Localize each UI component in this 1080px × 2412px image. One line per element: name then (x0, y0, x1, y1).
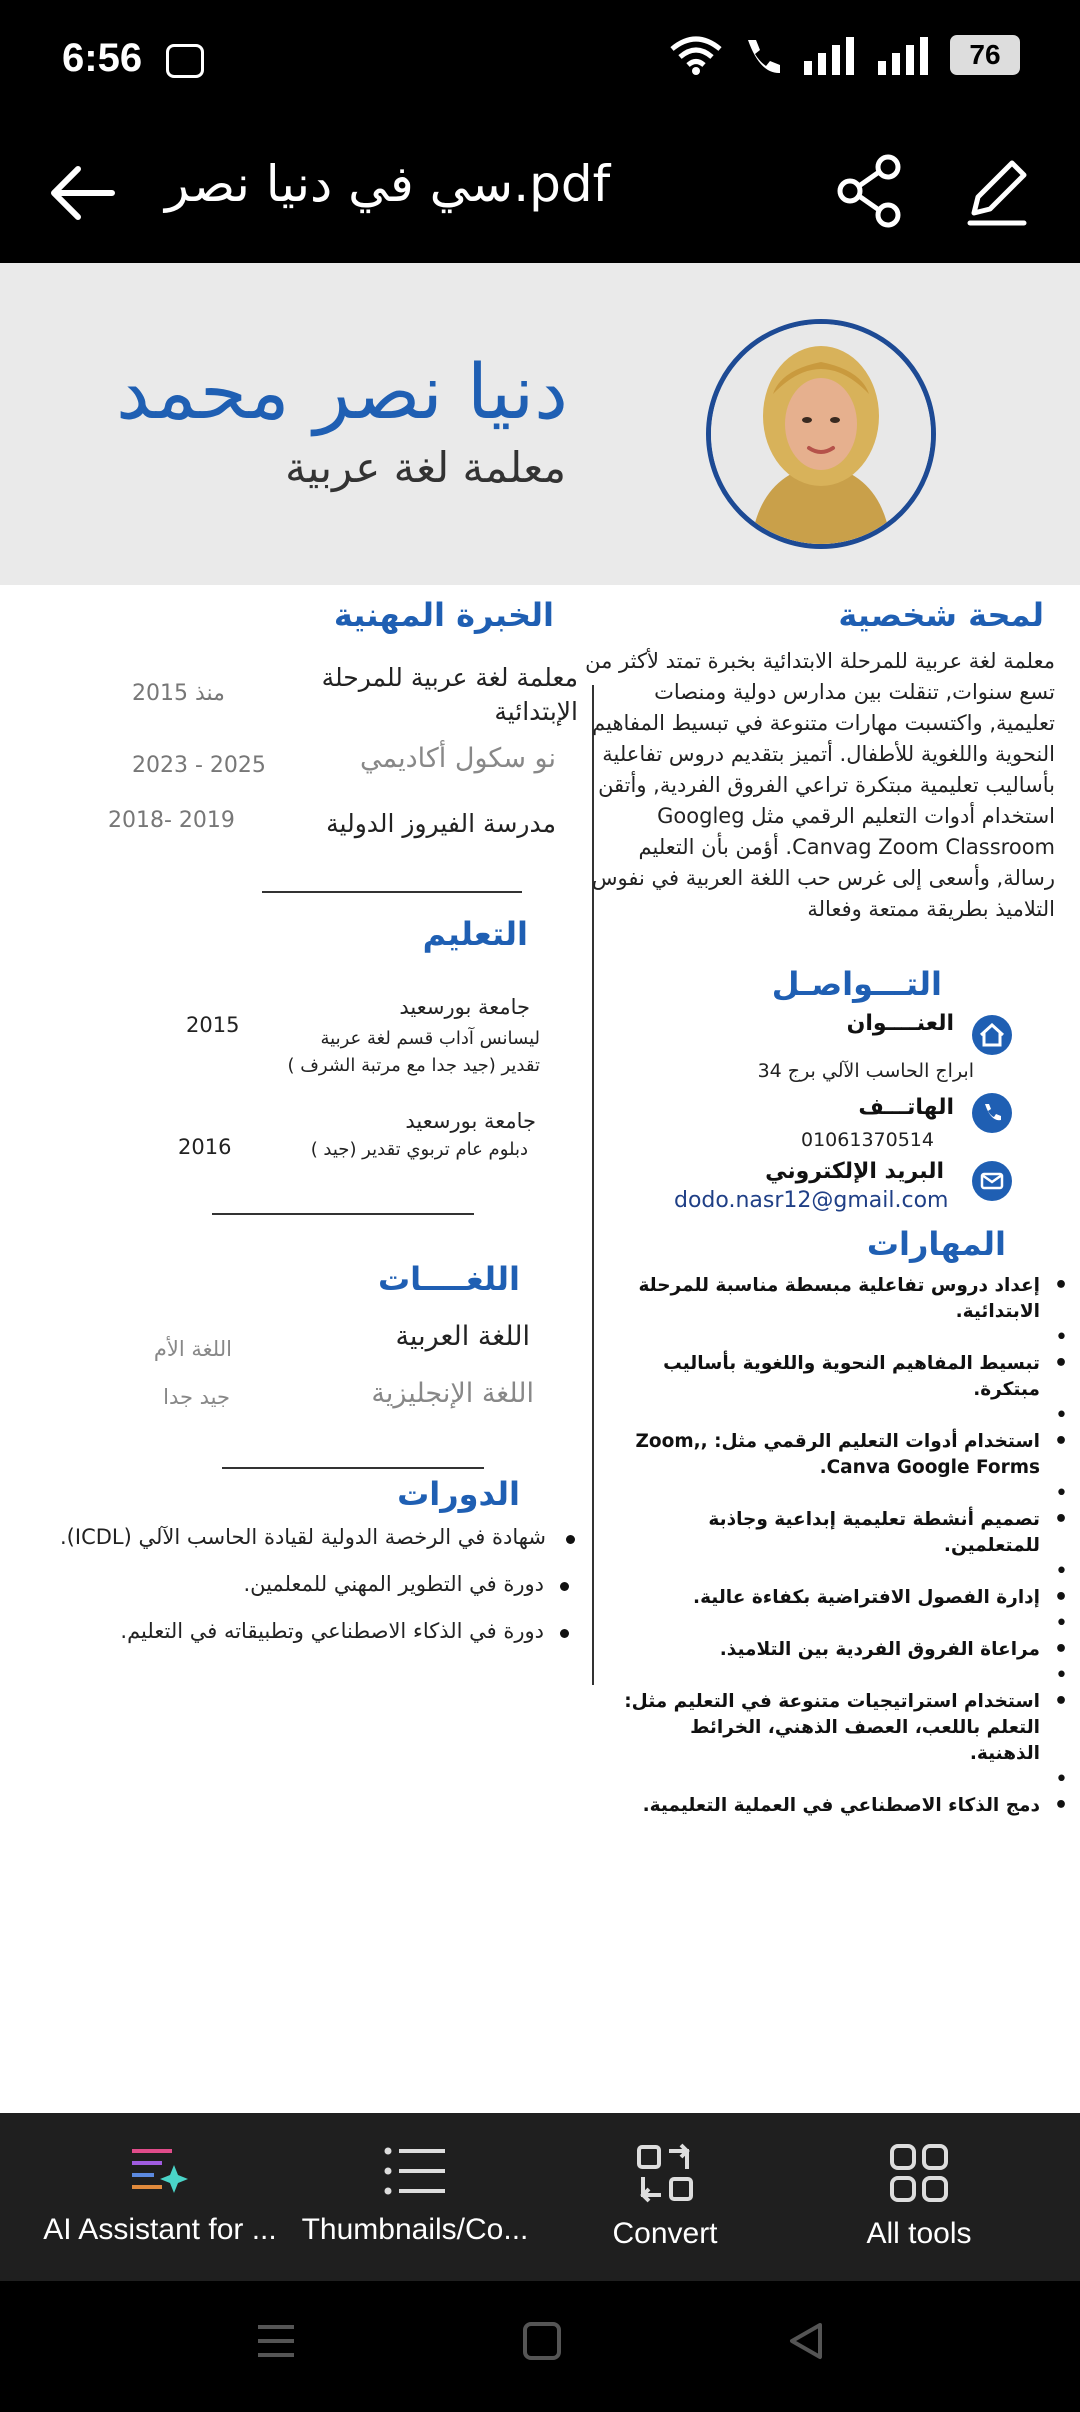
course-item-3: دورة في الذكاء الاصطناعي وتطبيقاته في التعليم. (120, 1619, 544, 1643)
about-heading: لمحة شخصية (838, 596, 1044, 634)
skill-spacer (615, 1663, 1070, 1689)
cv-job-title: معلمة لغة عربية (285, 443, 566, 492)
phone-value: 01061370514 (801, 1129, 934, 1151)
about-text: معلمة لغة عربية للمرحلة الابتدائية بخبرة تمتد لأكثر من تسع سنوات, تنقلت بين مدارس دولية ومنصات تعليمية, واكتسبت مهارات متنوعة في تبسيط المفاهيم النحوية واللغوية للأطفال. أتميز بتقديم دروس تفاعلية بأساليب تعليمية مبتكرة تراعي الفروق الفردية, وأتقن استخدام أدوات التعليم الرقمي مثل Googleg Canvag Zoom Classroom. أؤمن بأن التعليم رسالة, وأسعى إلى غرس حب اللغة العربية في نفوس التلاميذ بطريقة ممتعة وفعالة (585, 649, 1055, 921)
grid-icon (889, 2143, 949, 2203)
phone-icon (972, 1093, 1012, 1133)
course-item-1: شهادة في الرخصة الدولية لقيادة الحاسب الآلي (ICDL). (60, 1525, 546, 1549)
bottom-toolbar (0, 2113, 1080, 2281)
education-school-2: جامعة بورسعيد (405, 1109, 536, 1133)
skill-item-4: • تصميم أنشطة تعليمية إبداعية وجاذبة للمتعلمين. (615, 1507, 1070, 1559)
share-icon[interactable] (836, 153, 904, 229)
email-icon (972, 1161, 1012, 1201)
status-time: 6:56 (62, 36, 143, 80)
address-value: ابراج الحاسب الآلي برج 34 (757, 1060, 974, 1082)
pdf-page[interactable] (0, 263, 1080, 2113)
home-icon (972, 1015, 1012, 1055)
skill-item-2: • تبسيط المفاهيم النحوية واللغوية بأساليب مبتكرة. (615, 1351, 1070, 1403)
language-level-1: اللغة الأم (153, 1337, 232, 1361)
education-year-2: 2016 (178, 1135, 232, 1159)
experience-heading: الخبرة المهنية (333, 596, 554, 634)
skill-item-7: • استخدام استراتيجيات متنوعة في التعليم مثل: التعلم باللعب، العصف الذهني، الخرائط الذهنية. (615, 1689, 1070, 1767)
signal-icon (802, 35, 860, 75)
ai-assistant-button[interactable] (30, 2113, 290, 2281)
signal-icon-2 (876, 35, 934, 75)
education-year-1: 2015 (186, 1013, 240, 1037)
skill-item-1: • إعداد دروس تفاعلية مبسطة مناسبة للمرحلة الابتدائية. (615, 1273, 1070, 1325)
edit-pencil-icon[interactable] (962, 153, 1032, 229)
language-name-1: اللغة العربية (395, 1321, 530, 1352)
back-arrow-icon[interactable] (46, 155, 122, 231)
language-level-2: جيد جدا (163, 1385, 230, 1409)
course-bullet (560, 1582, 569, 1591)
skill-spacer (615, 1559, 1070, 1585)
course-item-2: دورة في التطوير المهني للمعلمين. (243, 1572, 544, 1596)
profile-photo (706, 319, 936, 549)
convert-icon (635, 2143, 695, 2203)
education-school-1: جامعة بورسعيد (399, 995, 530, 1019)
status-bar (0, 0, 1080, 125)
battery-indicator: 76 (950, 35, 1020, 75)
experience-role-2: نو سكول أكاديمي (360, 743, 556, 774)
home-nav-icon[interactable] (522, 2321, 562, 2361)
education-divider (212, 1213, 474, 1215)
convert-label: Convert (612, 2217, 718, 2250)
experience-date-2: 2023 - 2025 (132, 753, 266, 778)
back-nav-icon[interactable] (786, 2321, 826, 2361)
languages-heading: اللغــــات (377, 1260, 520, 1298)
experience-role-3: مدرسة الفيروز الدولية (326, 809, 556, 838)
skill-spacer (615, 1611, 1070, 1637)
wifi-icon (668, 35, 724, 75)
course-bullet (560, 1629, 569, 1638)
courses-heading: الدورات (397, 1475, 520, 1513)
education-heading: التعليم (422, 915, 528, 953)
cv-header (0, 263, 1080, 585)
all-tools-button[interactable] (812, 2113, 1026, 2281)
skill-item-5: • إدارة الفصول الافتراضية بكفاءة عالية. (615, 1585, 1070, 1611)
skills-list (615, 1273, 1070, 1819)
document-title: سي في دنيا نصر.pdf (165, 155, 611, 213)
email-value[interactable]: dodo.nasr12@gmail.com (674, 1188, 949, 1213)
language-name-2: اللغة الإنجليزية (371, 1378, 534, 1409)
recent-apps-icon[interactable] (256, 2321, 296, 2361)
experience-date-1: منذ 2015 (132, 681, 225, 706)
experience-role-1: معلمة لغة عربية للمرحلة الإبتدائية (321, 663, 578, 726)
messenger-notification-icon (166, 44, 204, 78)
phone-label: الهاتـــف (858, 1095, 954, 1120)
experience-date-3: 2018- 2019 (108, 808, 235, 833)
app-bar (0, 125, 1080, 263)
education-degree-2: دبلوم عام تربوي تقدير (جيد ) (310, 1139, 528, 1160)
ai-assistant-label: AI Assistant for ... (43, 2213, 277, 2246)
skill-spacer (615, 1325, 1070, 1351)
experience-divider (262, 891, 522, 893)
skill-item-6: • مراعاة الفروق الفردية بين التلاميذ. (615, 1637, 1070, 1663)
ai-sparkle-icon (130, 2143, 190, 2199)
profile-portrait-image (711, 324, 931, 544)
skills-heading: المهارات (866, 1225, 1006, 1263)
address-label: العنــــوان (846, 1011, 954, 1036)
convert-button[interactable] (560, 2113, 770, 2281)
cv-name: دنيا نصر محمد (116, 347, 568, 436)
system-navigation-bar (0, 2281, 1080, 2412)
education-grade-1: تقدير (جيد جدا مع مرتبة الشرف ) (287, 1055, 540, 1076)
skill-item-3: • استخدام أدوات التعليم الرقمي مثل: ,Zoom, Canva Google Forms. (615, 1429, 1070, 1481)
list-icon (383, 2143, 447, 2199)
all-tools-label: All tools (866, 2217, 972, 2250)
education-degree-1: ليسانس آداب قسم لغة عربية (320, 1028, 540, 1049)
status-icons (668, 34, 1020, 76)
skill-item-8: • دمج الذكاء الاصطناعي في العملية التعليمية. (615, 1793, 1070, 1819)
contact-heading: التـــواصـل (771, 965, 942, 1003)
skill-spacer (615, 1767, 1070, 1793)
thumbnails-button[interactable] (292, 2113, 538, 2281)
languages-divider (222, 1467, 484, 1469)
skill-spacer (615, 1481, 1070, 1507)
email-label: البريد الإلكتروني (765, 1159, 944, 1184)
skill-spacer (615, 1403, 1070, 1429)
thumbnails-label: Thumbnails/Co... (301, 2213, 529, 2246)
course-bullet (566, 1535, 575, 1544)
wifi-call-icon (740, 34, 786, 76)
